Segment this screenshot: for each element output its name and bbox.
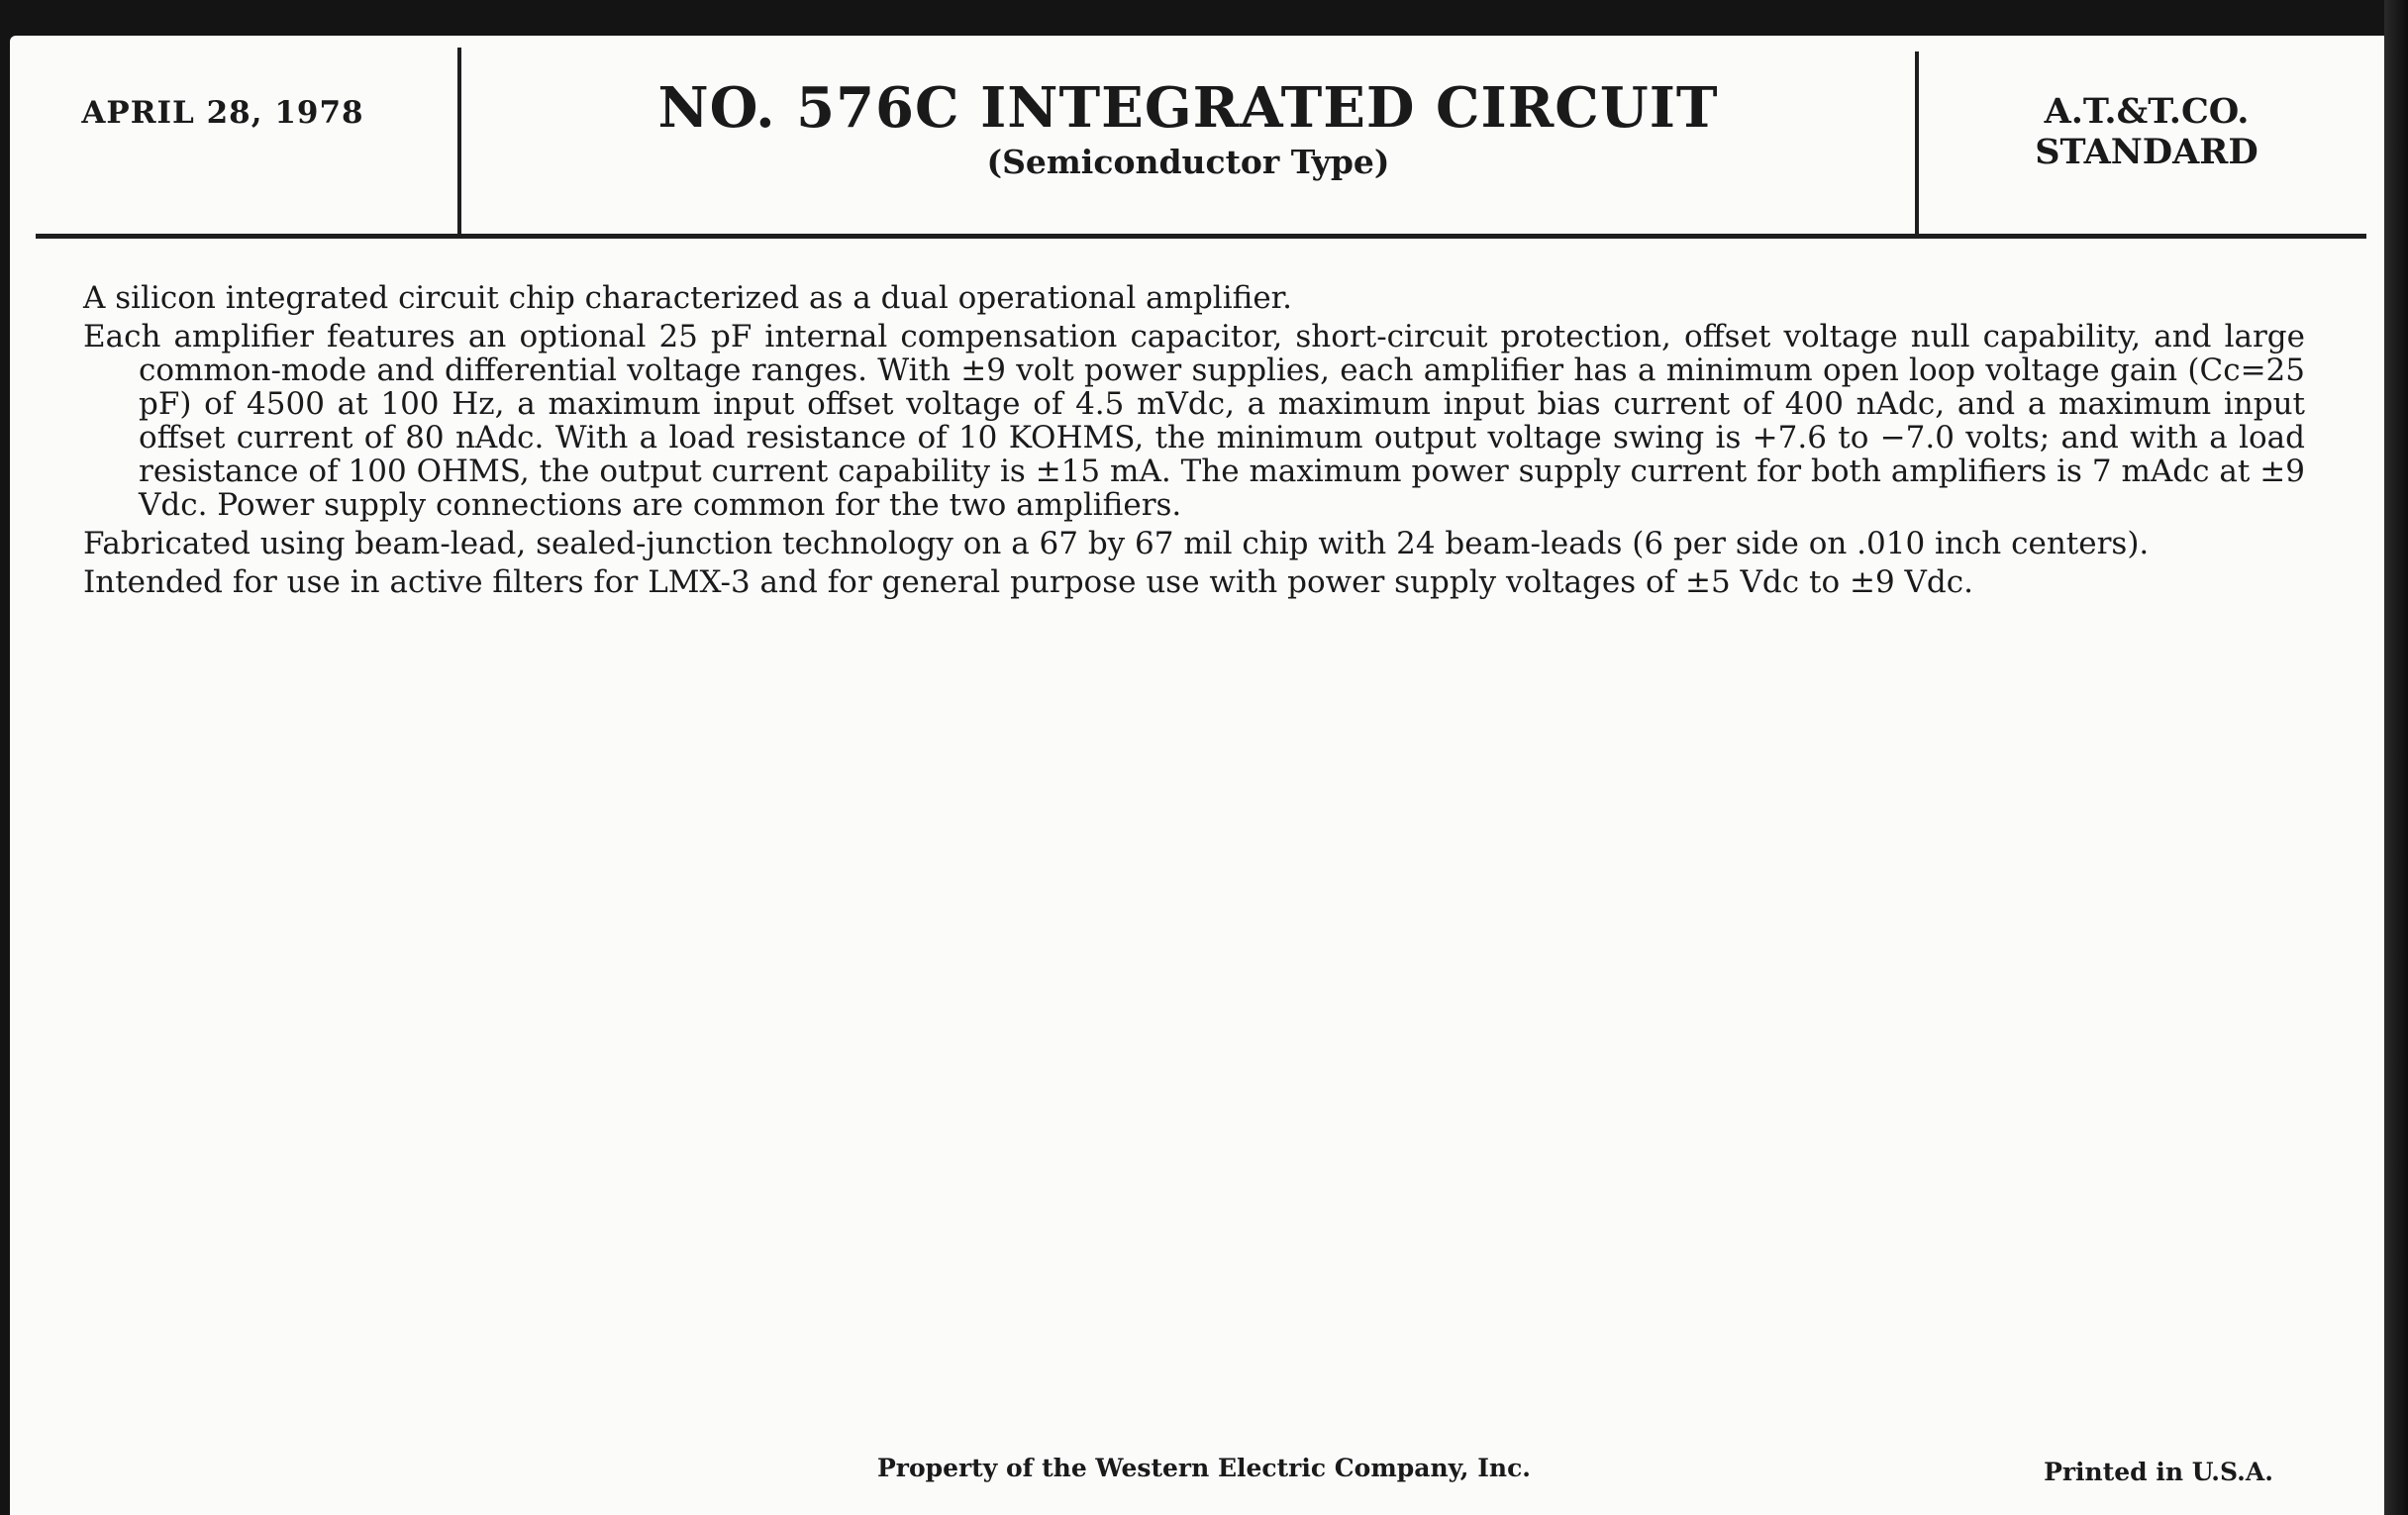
standard-label: STANDARD — [2035, 132, 2258, 172]
body-paragraph-fabrication: Fabricated using beam-lead, sealed-junction technology on a 67 by 67 mil chip with 24 beam-leads (6 per side on .010 inch centers). — [83, 526, 2150, 561]
body-paragraph-usage: Intended for use in active filters for LMX-3 and for general purpose use with power supply voltages of ±5 Vdc to ±9 Vdc. — [83, 564, 1973, 600]
document-card — [10, 36, 2384, 1515]
document-date: APRIL 28, 1978 — [81, 95, 364, 131]
standard-block — [1919, 91, 2374, 172]
footer-property-notice: Property of the Western Electric Company, Inc. — [876, 1454, 1531, 1482]
body-paragraph-description: A silicon integrated circuit chip characterized as a dual operational amplifier. — [83, 280, 1292, 316]
standard-company: A.T.&T.CO. — [2044, 91, 2250, 132]
document-title: NO. 576C INTEGRATED CIRCUIT — [657, 75, 1719, 141]
document-subtitle: (Semiconductor Type) — [986, 143, 1390, 181]
scan-edge-shadow — [2384, 0, 2408, 1515]
footer-printed-notice: Printed in U.S.A. — [2044, 1458, 2273, 1486]
body-paragraph-features: Each amplifier features an optional 25 pF internal compensation capacitor, short-circuit protection, offset voltage null capability, and large common-mode and differential voltage ranges. With ±9 volt power supplies, each amplifier has a minimum open loop voltage gain (Cc=25 pF) of 4500 at 100 Hz, a maximum input offset voltage of 4.5 mVdc, a maximum input bias current of 400 nAdc, and a maximum input offset current of 80 nAdc. With a load resistance of 10 KOHMS, the minimum output voltage swing is +7.6 to −7.0 volts; and with a load resistance of 100 OHMS, the output current capability is ±15 mA. The maximum power supply current for both amplifiers is 7 mAdc at ±9 Vdc. Power supply connections are common for the two amplifiers. — [83, 319, 2305, 523]
header-rule — [36, 234, 2366, 239]
document-body — [83, 281, 2305, 604]
